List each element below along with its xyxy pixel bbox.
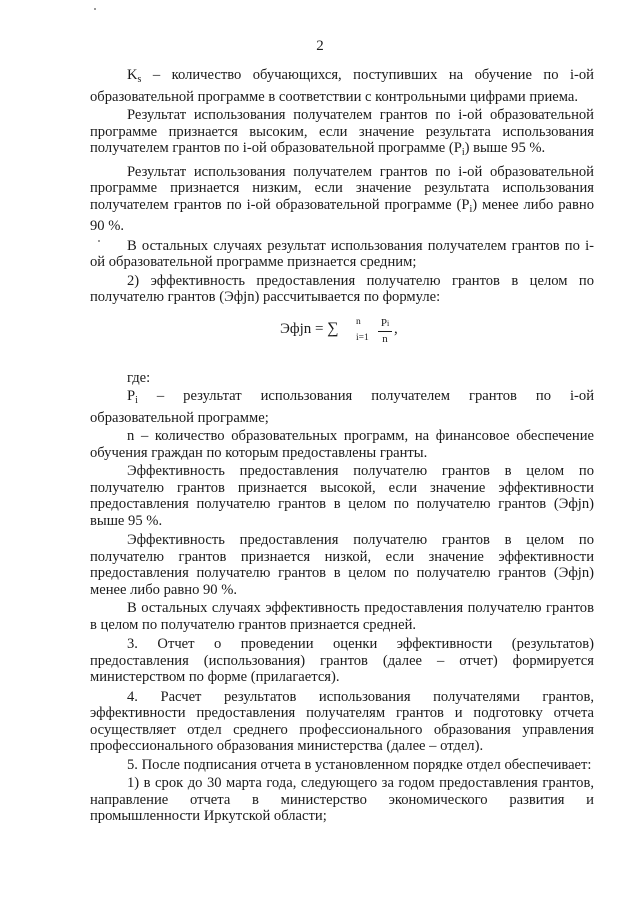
subscript: i	[469, 203, 473, 215]
subscript: i	[461, 147, 465, 158]
paragraph-text: Результат использования получателем грантов по i-ой образовательной программе признается низким, если значение результата использования получателем грантов по i-ой образовательной программе (P	[90, 163, 594, 213]
numerator-symbol: P	[380, 316, 387, 329]
symbol-k: K	[127, 67, 138, 83]
paragraph-text: Результат использования получателем грантов по i-ой образовательной программе признается высоким, если значение результата использования получателем грантов по i-ой образовательной программе (P	[90, 107, 594, 156]
paragraph-result-high	[90, 107, 594, 162]
document-body	[90, 67, 594, 827]
paragraph-efficiency-formula-intro: 2) эффективность предоставления получателю грантов в целом по получателю грантов (Эфjn) рассчитывается по формуле:	[90, 272, 594, 305]
sum-upper-limit: n	[356, 316, 361, 327]
paragraph-ks-definition	[90, 67, 594, 105]
paragraph-efficiency-low: Эффективность предоставления получателю грантов в целом по получателю грантов признается низкой, если значение эффективности предоставления получателю грантов в целом по получателю грантов (Эфjn) менее либо равно 90 %.	[90, 532, 594, 598]
paragraph-item-4: 4. Расчет результатов использования получателями грантов, эффективности предоставления получателям грантов и подготовку отчета осуществляет отдел среднего профессионального образования управления профессионального образования министерства (далее – отдел).	[90, 688, 594, 754]
sum-lower-limit: i=1	[356, 332, 369, 343]
fraction-bar	[378, 331, 392, 332]
formula-tail: ,	[394, 320, 398, 337]
fraction-denominator: n	[382, 332, 388, 345]
efficiency-formula	[90, 316, 594, 356]
subscript: i	[135, 395, 138, 406]
page-number: 2	[316, 38, 324, 54]
paragraph-item-5-1: 1) в срок до 30 марта года, следующего за годом предоставления грантов, направление отчета в министерство экономического развития и промышленности Иркутской области;	[90, 775, 594, 824]
formula-expression	[280, 321, 339, 338]
paragraph-text: – результат использования получателем грантов по i-ой образовательной программе;	[90, 388, 594, 426]
paragraph-item-5: 5. После подписания отчета в установленном порядке отдел обеспечивает:	[127, 756, 592, 773]
paragraph-text: ) выше 95 %.	[464, 140, 546, 156]
paragraph-efficiency-high: Эффективность предоставления получателю грантов в целом по получателю грантов признается высокой, если значение эффективности предоставления получателю грантов в целом по получателю грантов (Эфjn) выше 95 %.	[90, 463, 594, 529]
sum-symbol: ∑	[327, 319, 339, 337]
paragraph-text: ) менее либо равно 90 %.	[90, 196, 594, 234]
scan-speck	[94, 8, 96, 10]
subscript: s	[137, 74, 142, 85]
numerator-subscript: i	[386, 318, 390, 328]
fraction-numerator	[378, 317, 392, 330]
paragraph-result-low	[90, 164, 594, 235]
definition-pi	[90, 388, 594, 426]
where-label: где:	[127, 369, 151, 386]
paragraph-text: – количество обучающихся, поступивших на обучение по i-ой образовательной программе в соответствии с контрольными цифрами приема.	[90, 67, 594, 105]
paragraph-result-medium: В остальных случаях результат использования получателем грантов по i-ой образовательной программе признается средним;	[90, 237, 594, 270]
definition-n: n – количество образовательных программ, на финансовое обеспечение обучения граждан по которым предоставлены гранты.	[90, 428, 594, 461]
formula-lhs: Эфjn =	[280, 320, 328, 337]
paragraph-efficiency-medium: В остальных случаях эффективность предоставления получателю грантов в целом по получателю грантов признается средней.	[90, 600, 594, 633]
paragraph-item-3: 3. Отчет о проведении оценки эффективности (результатов) предоставления (использования) грантов (далее – отчет) формируется министерством по форме (прилагается).	[90, 636, 594, 685]
symbol-p: P	[127, 388, 136, 404]
